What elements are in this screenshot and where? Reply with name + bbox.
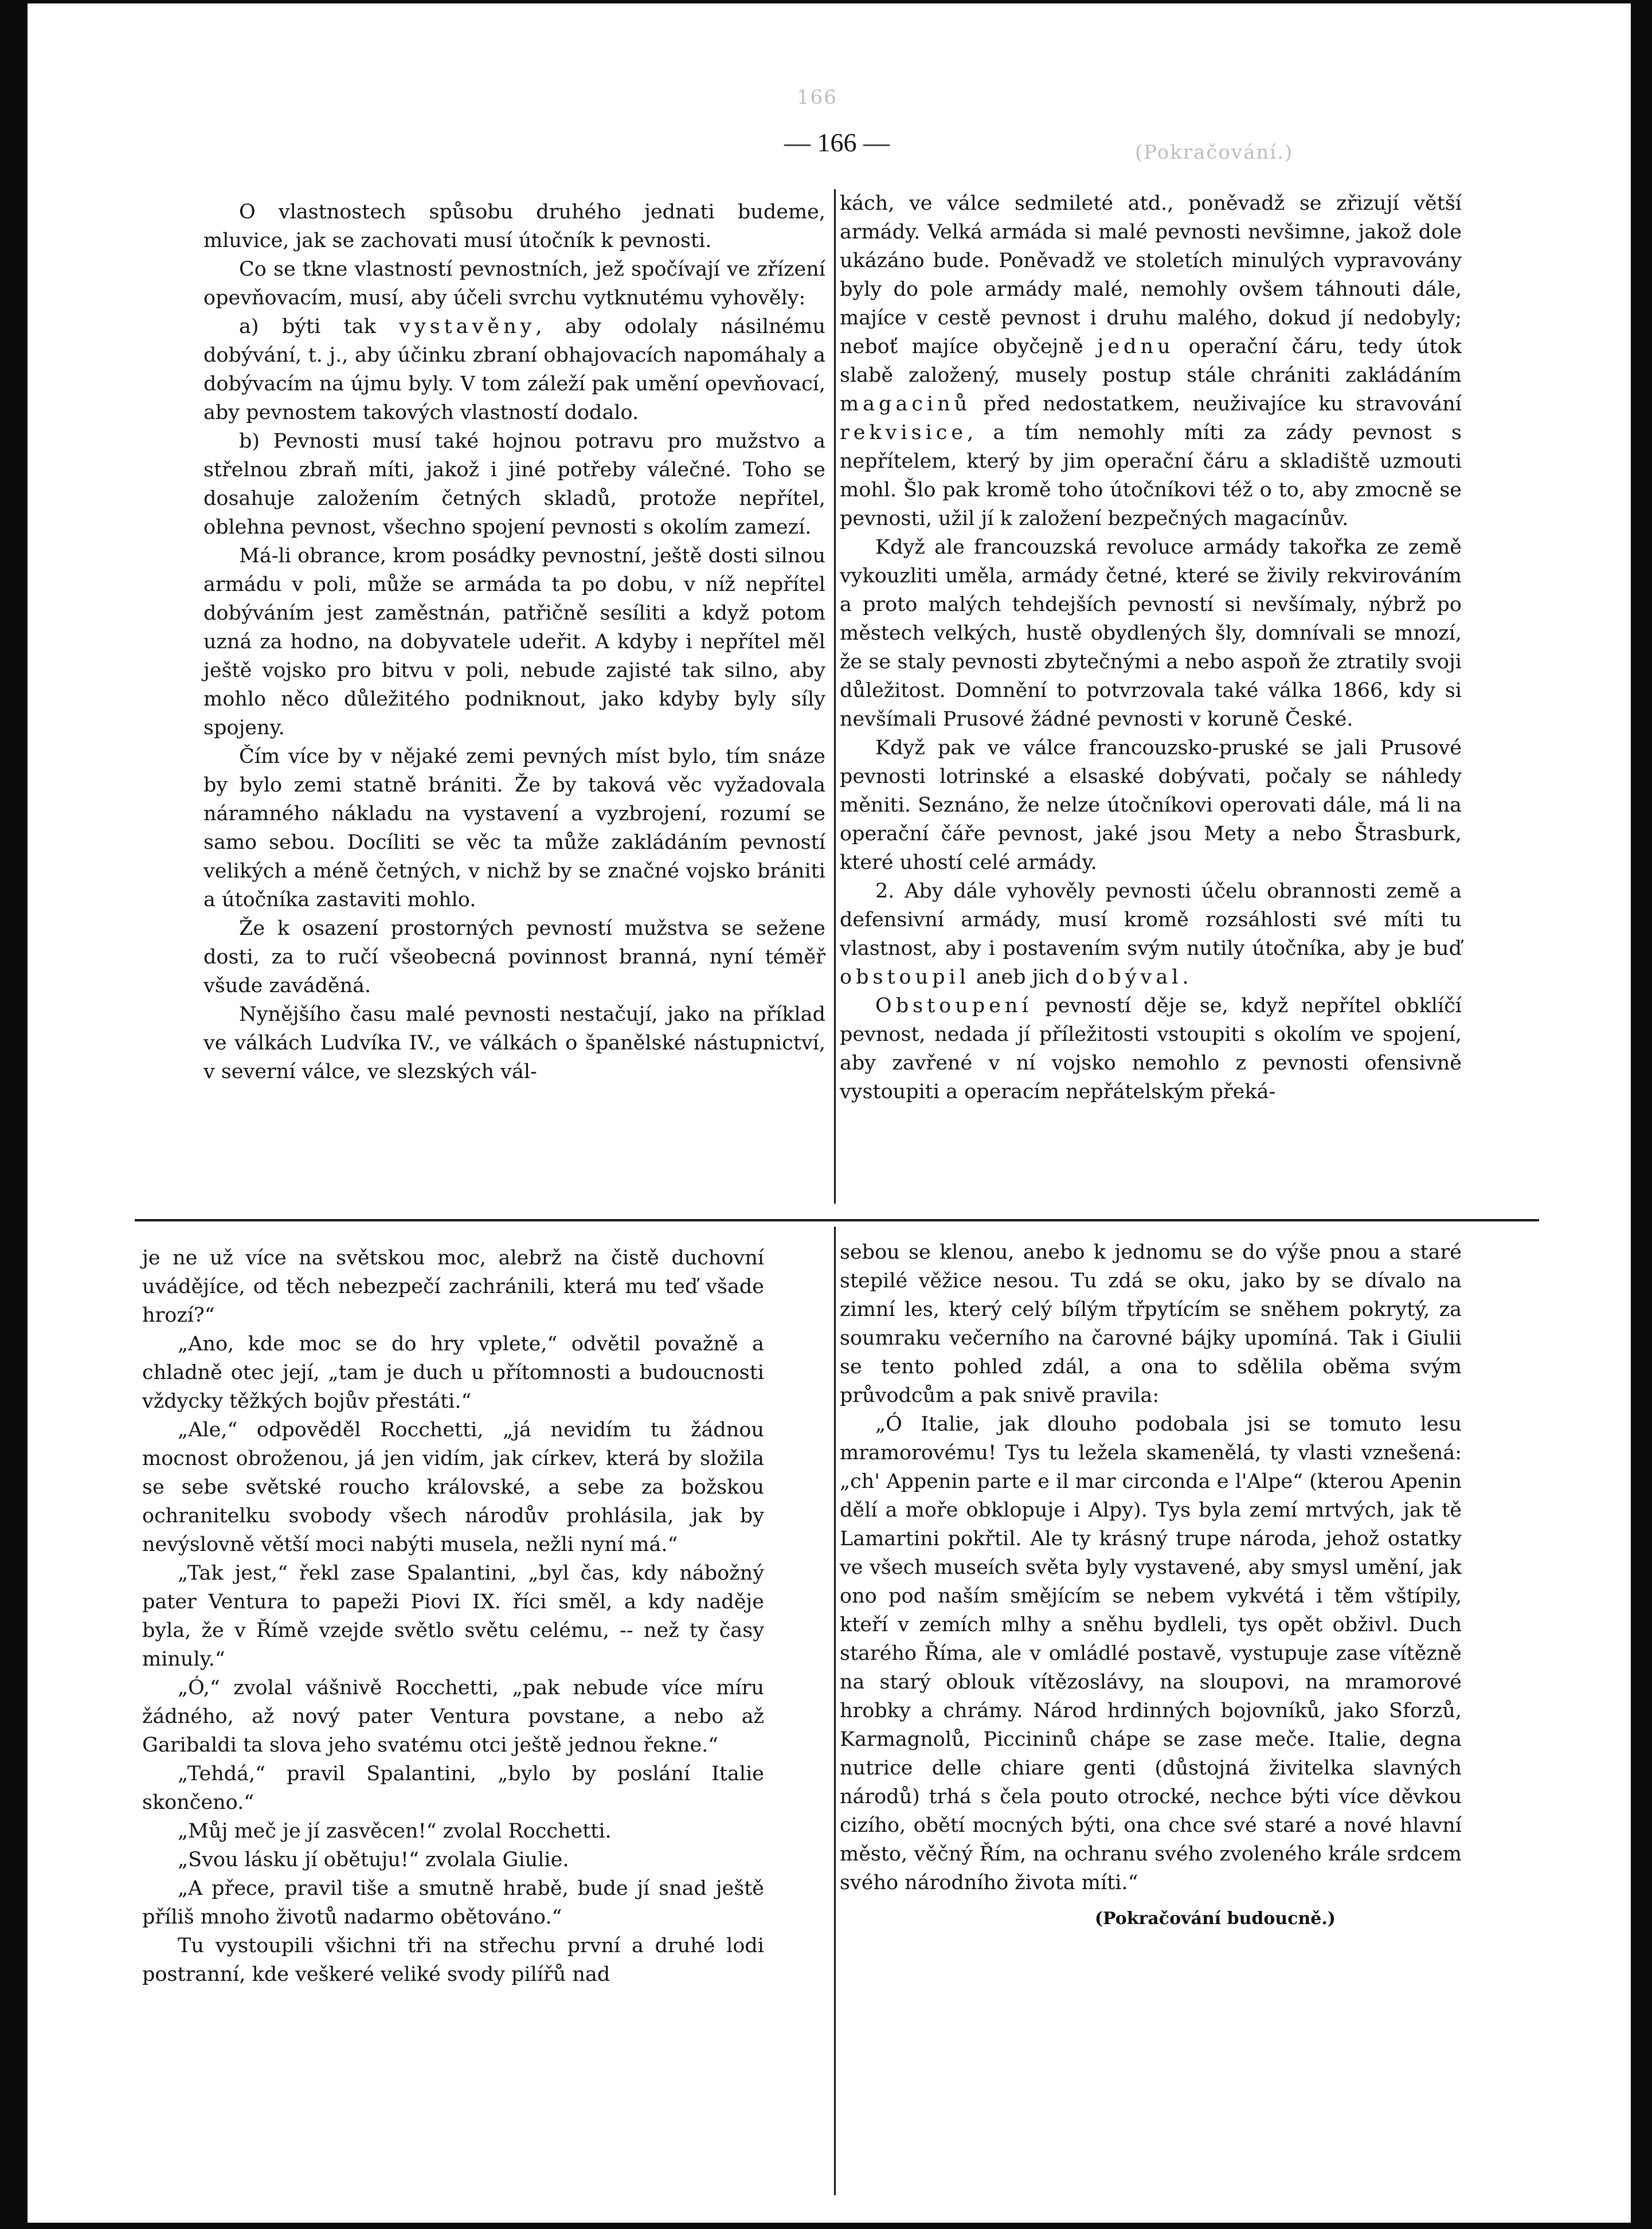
spaced-emphasis: jednu <box>1097 335 1175 358</box>
spaced-emphasis: rekvisice <box>840 421 968 444</box>
column-divider-lower <box>834 1227 836 2195</box>
paragraph <box>203 312 825 427</box>
text-run: kách, ve válce sedmileté atd., poněvadž se zřizují větší armády. Velká armáda si malé pevnosti nevšimne, jakož dole ukázáno bude. Poněvadž ve stoletích minulých vypravovány byly do pole armády malé, nemohly ovšem táhnouti dále, majíce v cestě pevnost i druhu malého, dokud jí nedobyly; neboť majíce obyčejně <box>840 192 1462 358</box>
continuation-note: (Pokračování budoucně.) <box>1094 1909 1336 1929</box>
text-run: 2. Aby dále vyhověly pevnosti účelu obrannosti země a defensivní armády, musí kromě rozsáhlosti své míti tu vlastnost, aby i postavením svým nutily útočníka, aby je buď <box>840 880 1462 960</box>
text-run: Má-li obrance, krom posádky pevnostní, ještě dosti silnou armádu v poli, může se armáda ta po dobu, v níž nepřítel dobýváním jest zaměstnán, patřičně sesíliti a když potom uzná za hodno, na dobyvatele udeřit. A kdyby i nepřítel měl ještě vojsko pro bitvu v poli, nebude zajisté tak silno, aby mohlo něco důležitého podniknout, jako kdyby byly síly spojeny. <box>203 544 825 739</box>
text-run: Že k osazení prostorných pevností mužstva se sežene dosti, za to ručí všeobecná povinnost branná, nyní téměř všude zaváděná. <box>203 917 825 997</box>
feuilleton-separator-rule <box>135 1219 1539 1221</box>
paragraph <box>840 1238 1462 1410</box>
paragraph <box>840 734 1462 877</box>
text-run: b) Pevnosti musí také hojnou potravu pro mužstvo a střelnou zbraň míti, jakož i jiné potřeby válečné. Toho se dosahuje založením četných skladů, protože nepřítel, oblehna pevnost, všechno spojení pevnosti s okolím zamezí. <box>203 430 825 539</box>
paragraph <box>142 1760 764 1817</box>
text-run: , a tím nemohly míti za zády pevnost s nepřítelem, který by jim operační čáru a skladiště uzmouti mohl. Šlo pak kromě toho útočníkovi též o to, aby zmocně se pevnosti, užil jí k založení bezpečných magacínův. <box>840 421 1462 530</box>
paragraph <box>142 1330 764 1416</box>
paragraph <box>840 992 1462 1106</box>
text-run: operační čáru, tedy útok slabě založený, musely postup stále chrániti zakládáním <box>840 335 1462 387</box>
text-run: Tu vystoupili všichni tři na střechu první a druhé lodi postranní, kde veškeré veliké svody pilířů nad <box>142 1934 764 1986</box>
scan-border-bottom <box>0 2223 1652 2229</box>
text-run: aneb jich <box>969 966 1076 989</box>
spaced-emphasis: vystavěny <box>399 315 536 338</box>
text-run: před nedostatkem, neuživajíce ku stravování <box>971 393 1462 416</box>
text-run: „Můj meč je jí zasvěcen!“ zvolal Rocchetti. <box>178 1820 612 1843</box>
text-run: Nynějšího času malé pevnosti nestačují, jako na příklad ve válkách Ludvíka IV., ve válkách o španělské nástupnictví, v severní válce, ve slezských vál- <box>203 1003 825 1083</box>
text-run: „Svou lásku jí obětuju!“ zvolala Giulie. <box>178 1848 569 1871</box>
text-run: , aby odolaly násilnému dobývání, t. j., aby účinku zbraní obhajovacích napomáhaly a dobývacím na újmu byly. V tom záleží pak umění opevňovací, aby pevnostem takových vlastností dodalo. <box>203 315 825 424</box>
paragraph <box>142 1559 764 1674</box>
text-run: „Ó Italie, jak dlouho podobala jsi se tomuto lesu mramorovému! Tys tu ležela skamenělá, ty vlasti vznešená: „ch' Appenin parte e il mar circonda e l'Alpe“ (kterou Apenin dělí a moře obklopuje i Alpy). Tys byla zemí mrtvých, jak tě Lamartini pokřtil. Ale ty krásný trupe národa, jehož ostatky ve všech museích světa byly vystavené, aby smysl umění, jak ono pod naším smějícím se nebem vykvétá i těm vštípily, kteří v zemích mlhy a sněhu bydleli, tys opět obživl. Duch starého Říma, ale v omládlé postavě, vystupuje zase vítězně na starý oblouk vítězoslávy, na sloupovi, na mramorové hrobky a chrámy. Národ hrdinných bojovníků, jako Sforzů, Karmagnolů, Piccininů chápe se zase meče. Italie, degna nutrice delle chiare genti (důstojná živitelka slavných národů) trhá s čela pouto otrocké, nechce býti více děvkou cizího, obětí mocných býti, ona chce své staré a nové hlavní město, věčný Řím, na ochranu svého zvoleného krále srdcem svého národního života míti.“ <box>840 1413 1462 1894</box>
paragraph <box>203 198 825 255</box>
paragraph <box>203 1000 825 1086</box>
text-run: O vlastnostech spůsobu druhého jednati budeme, mluvice, jak se zachovati musí útočník k pevnosti. <box>203 201 825 252</box>
page-number: — 166 — <box>784 128 890 157</box>
column-lower-right <box>840 1238 1462 1929</box>
text-run: Co se tkne vlastností pevnostních, jež spočívají ve zřízení opevňovacím, musí, aby účeli svrchu vytknutému vyhověly: <box>203 258 825 310</box>
text-run: pevností děje se, když nepřítel obklíčí pevnost, nedada jí příležitosti vstoupiti s okolím ve spojení, aby zavřené v ní vojsko nemohlo z pevnosti ofensivně vystoupiti a operacím nepřátelským překá- <box>840 994 1462 1103</box>
bleed-through-heading: (Pokračování.) <box>1135 141 1294 164</box>
paragraph <box>142 1932 764 1989</box>
text-run: Když pak ve válce francouzsko-pruské se jali Prusové pevnosti lotrinské a elsaské dobývati, počaly se náhledy měniti. Seznáno, že nelze útočníkovi operovati dále, má li na operační čáře pevnost, jaké jsou Mety a nebo Štrasburk, které uhostí celé armády. <box>840 737 1462 874</box>
spaced-emphasis: Obstoupení <box>875 994 1032 1017</box>
column-upper-left <box>203 198 825 1086</box>
column-lower-left <box>142 1244 764 1989</box>
spaced-emphasis: magacinů <box>840 393 972 416</box>
text-run: . <box>1182 966 1189 989</box>
paragraph <box>142 1674 764 1760</box>
spaced-emphasis: dobýval <box>1075 966 1183 989</box>
text-run: je ne už více na světskou moc, alebrž na čistě duchovní uvádějíce, od těch nebezpečí zachránili, která mu teď všade hrozí?“ <box>142 1247 764 1327</box>
text-run: Čím více by v nějaké zemi pevných míst bylo, tím snáze by bylo zemi statně brániti. Že by taková věc vyžadovala náramného nákladu na vystavení a vyzbrojení, rozumí se samo sebou. Docíliti se věc ta může zakládáním pevností velikých a méně četných, v nichž by se značné vojsko brániti a útočníka zastaviti mohlo. <box>203 745 825 911</box>
paragraph <box>203 742 825 914</box>
paragraph <box>203 255 825 312</box>
paragraph <box>142 1416 764 1559</box>
paragraph <box>142 1244 764 1330</box>
paragraph <box>840 189 1462 533</box>
scan-border-right <box>1631 0 1652 2229</box>
scan-border-top <box>0 0 1652 3</box>
scan-border-left <box>0 0 28 2229</box>
column-divider-upper <box>834 189 836 1204</box>
paragraph <box>142 1817 764 1846</box>
spaced-emphasis: obstoupil <box>840 966 970 989</box>
text-run: sebou se klenou, anebo k jednomu se do výše pnou a staré stepilé věžice nesou. Tu zdá se oku, jako by se dívalo na zimní les, který celý bílým třpytícím se sněhem pokrytý, za soumraku večerního na čarovné bájky upomíná. Tak i Giulii se tento pohled zdál, a ona to sdělila oběma svým průvodcům a pak snivě pravila: <box>840 1241 1462 1407</box>
paragraph <box>840 533 1462 734</box>
paragraph <box>203 427 825 542</box>
text-run: a) býti tak <box>239 315 400 338</box>
text-run: „Tak jest,“ řekl zase Spalantini, „byl čas, kdy nábožný pater Ventura to papeži Piovi IX. říci směl, a kdy naděje byla, že v Římě vzejde světlo světu celému, -- než ty časy minuly.“ <box>142 1562 764 1671</box>
paragraph <box>203 542 825 742</box>
paragraph <box>142 1846 764 1874</box>
text-run: „Ale,“ odpověděl Rocchetti, „já nevidím tu žádnou mocnost obroženou, já jen vidím, jak církev, která by složila se sebe světské roucho královské, a sebe za božskou ochranitelku svobody všech národův prohlásila, jak by nevýslovně větší moci nabýti musela, nežli nyní má.“ <box>142 1419 764 1556</box>
bleed-through-page-number: 166 <box>797 86 837 109</box>
text-run: „Tehdá,“ pravil Spalantini, „bylo by poslání Italie skončeno.“ <box>142 1762 764 1814</box>
column-upper-right <box>840 189 1462 1106</box>
paragraph <box>142 1874 764 1932</box>
paragraph <box>840 877 1462 992</box>
text-run: „Ó,“ zvolal vášnivě Rocchetti, „pak nebude více míru žádného, až nový pater Ventura povstane, a nebo až Garibaldi ta slova jeho svatému otci ještě jednou řekne.“ <box>142 1676 764 1757</box>
text-run: Když ale francouzská revoluce armády takořka ze země vykouzliti uměla, armády četné, které se živily rekvirováním a proto malých tehdejších pevností si nevšímaly, nýbrž po městech velkých, hustě obydlených šly, domnívali se mnozí, že se staly pevnosti zbytečnými a nebo aspoň že ztratily svoji důležitost. Domnění to potvrzovala také válka 1866, kdy si nevšímali Prusové žádné pevnosti v koruně České. <box>840 536 1462 731</box>
text-run: „A přece, pravil tiše a smutně hrabě, bude jí snad ještě příliš mnoho životů nadarmo obětováno.“ <box>142 1877 764 1929</box>
paragraph <box>840 1410 1462 1897</box>
paragraph <box>203 914 825 1000</box>
text-run: „Ano, kde moc se do hry vplete,“ odvětil považně a chladně otec její, „tam je duch u přítomnosti a budoucnosti vždycky těžkých bojův přestáti.“ <box>142 1333 764 1413</box>
